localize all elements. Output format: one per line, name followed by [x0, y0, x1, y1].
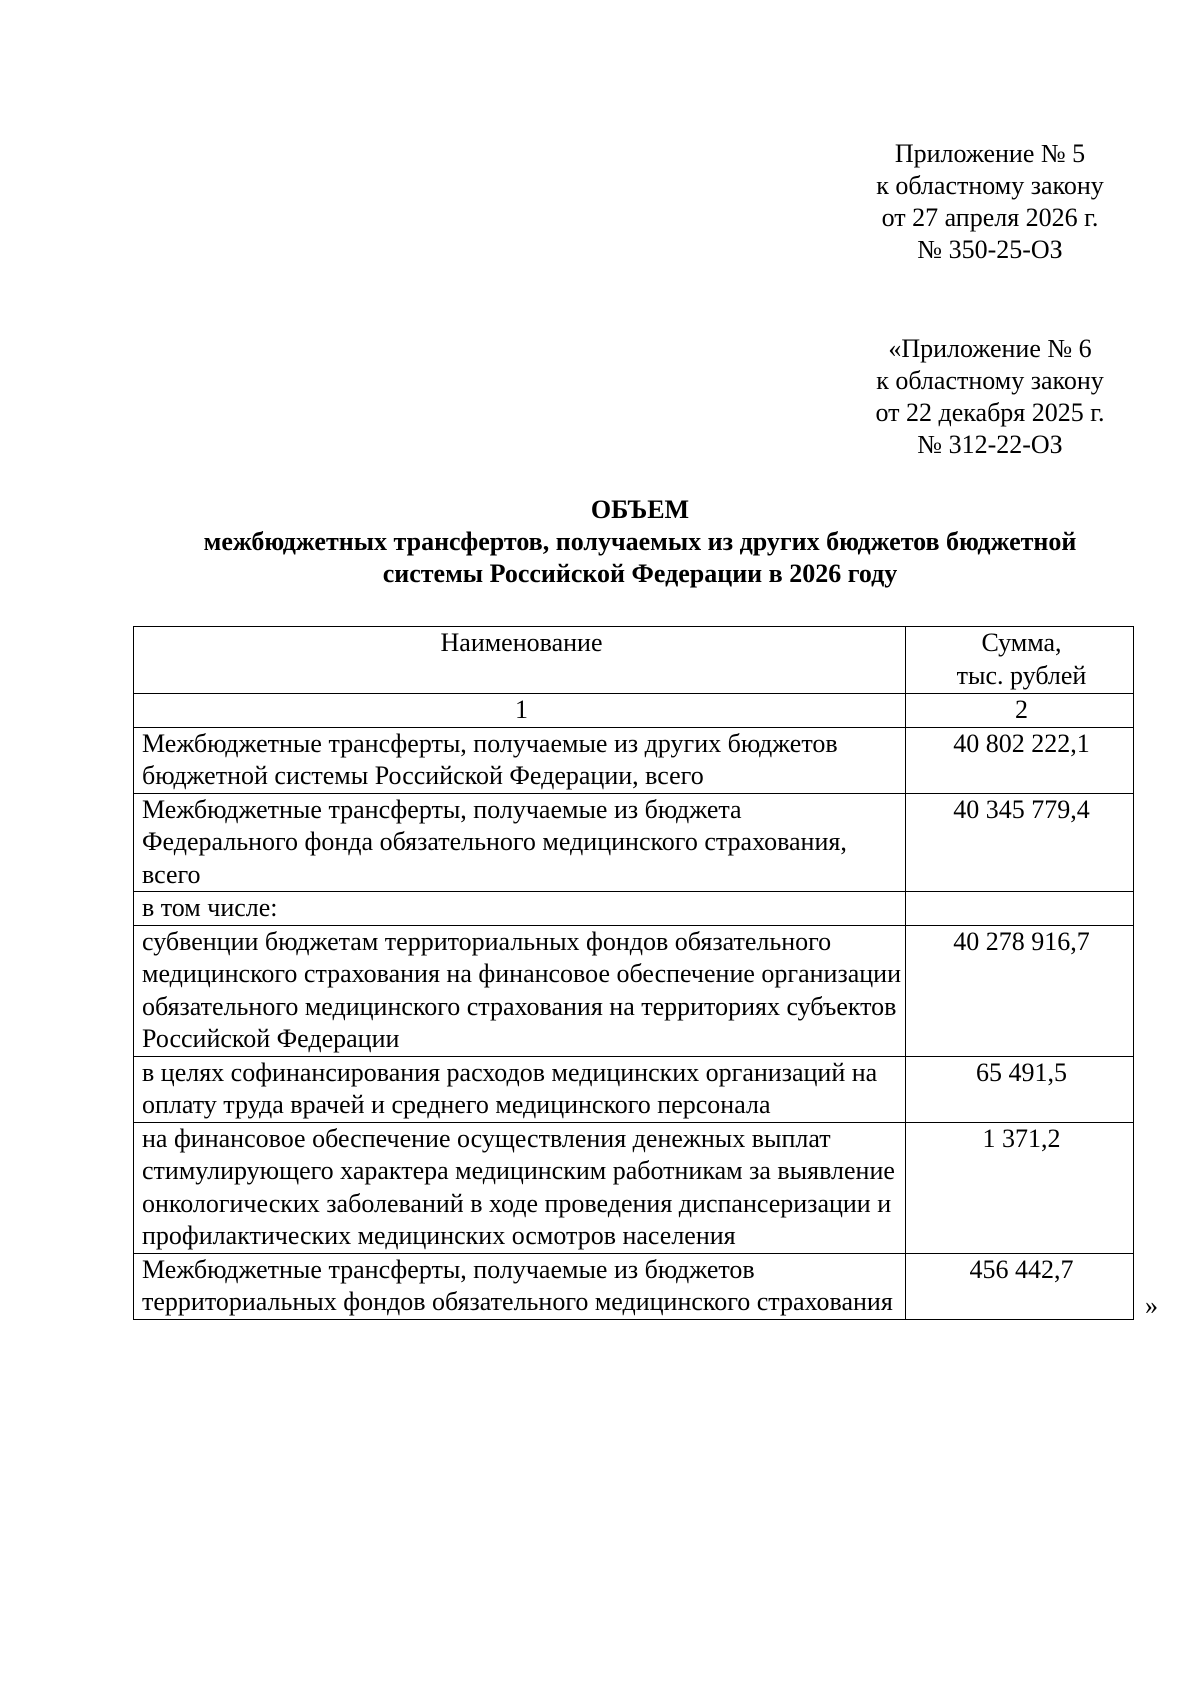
- row-sum-cell: 40 345 779,4: [906, 793, 1134, 892]
- row-name-cell: в том числе:: [134, 892, 906, 926]
- row-sum-cell: 40 802 222,1: [906, 727, 1134, 793]
- closing-quote: »: [1145, 1290, 1158, 1320]
- annex-law-number: № 312-22-ОЗ: [917, 430, 1063, 459]
- row-name-cell: в целях софинансирования расходов медицинских организаций на оплату труда врачей и среднего медицинского персонала: [134, 1056, 906, 1122]
- column-number-cell: 1: [134, 694, 906, 728]
- annex-number: «Приложение № 6: [888, 334, 1092, 363]
- row-sum-cell: [906, 892, 1134, 926]
- row-sum-cell: 456 442,7: [906, 1253, 1134, 1319]
- annex-header-amended: [850, 333, 1130, 461]
- header-sum-unit: тыс. рублей: [956, 660, 1087, 690]
- table-row: [134, 793, 1134, 892]
- header-sum-label: Сумма,: [981, 628, 1062, 657]
- annex-header-current: [850, 138, 1130, 266]
- column-number-row: [134, 694, 1134, 728]
- transfers-table: [133, 626, 1134, 1320]
- table-row: [134, 727, 1134, 793]
- header-name-label: Наименование: [440, 628, 603, 657]
- header-name-cell: [134, 627, 906, 694]
- table-row: [134, 1056, 1134, 1122]
- row-sum-cell: 65 491,5: [906, 1056, 1134, 1122]
- table-row: [134, 925, 1134, 1056]
- row-name-cell: Межбюджетные трансферты, получаемые из других бюджетов бюджетной системы Российской Федерации, всего: [134, 727, 906, 793]
- table-row: [134, 1122, 1134, 1253]
- row-name-cell: Межбюджетные трансферты, получаемые из бюджета Федерального фонда обязательного медицинского страхования, всего: [134, 793, 906, 892]
- table-row: [134, 892, 1134, 926]
- title-line: межбюджетных трансфертов, получаемых из других бюджетов бюджетной: [203, 527, 1077, 556]
- annex-number: Приложение № 5: [894, 139, 1086, 168]
- row-name-cell: субвенции бюджетам территориальных фондов обязательного медицинского страхования на финансовое обеспечение организации обязательного медицинского страхования на территориях субъектов Российской Федерации: [134, 925, 906, 1056]
- row-name-cell: Межбюджетные трансферты, получаемые из бюджетов территориальных фондов обязательного медицинского страхования: [134, 1253, 906, 1319]
- row-sum-cell: 1 371,2: [906, 1122, 1134, 1253]
- column-number-cell: 2: [906, 694, 1134, 728]
- title-line: системы Российской Федерации в 2026 году: [382, 559, 898, 588]
- header-sum-cell: [906, 627, 1134, 694]
- annex-law-reference: к областному закону: [876, 366, 1104, 395]
- table-header-row: [134, 627, 1134, 694]
- row-name-cell: на финансовое обеспечение осуществления денежных выплат стимулирующего характера медицинским работникам за выявление онкологических заболеваний в ходе проведения диспансеризации и профилактических медицинских осмотров населения: [134, 1122, 906, 1253]
- annex-law-reference: к областному закону: [876, 171, 1104, 200]
- document-title: [120, 494, 1160, 590]
- annex-law-date: от 27 апреля 2026 г.: [881, 203, 1099, 232]
- annex-law-number: № 350-25-ОЗ: [917, 235, 1063, 264]
- row-sum-cell: 40 278 916,7: [906, 925, 1134, 1056]
- title-heading: ОБЪЕМ: [590, 495, 690, 524]
- annex-law-date: от 22 декабря 2025 г.: [875, 398, 1105, 427]
- table-row: [134, 1253, 1134, 1319]
